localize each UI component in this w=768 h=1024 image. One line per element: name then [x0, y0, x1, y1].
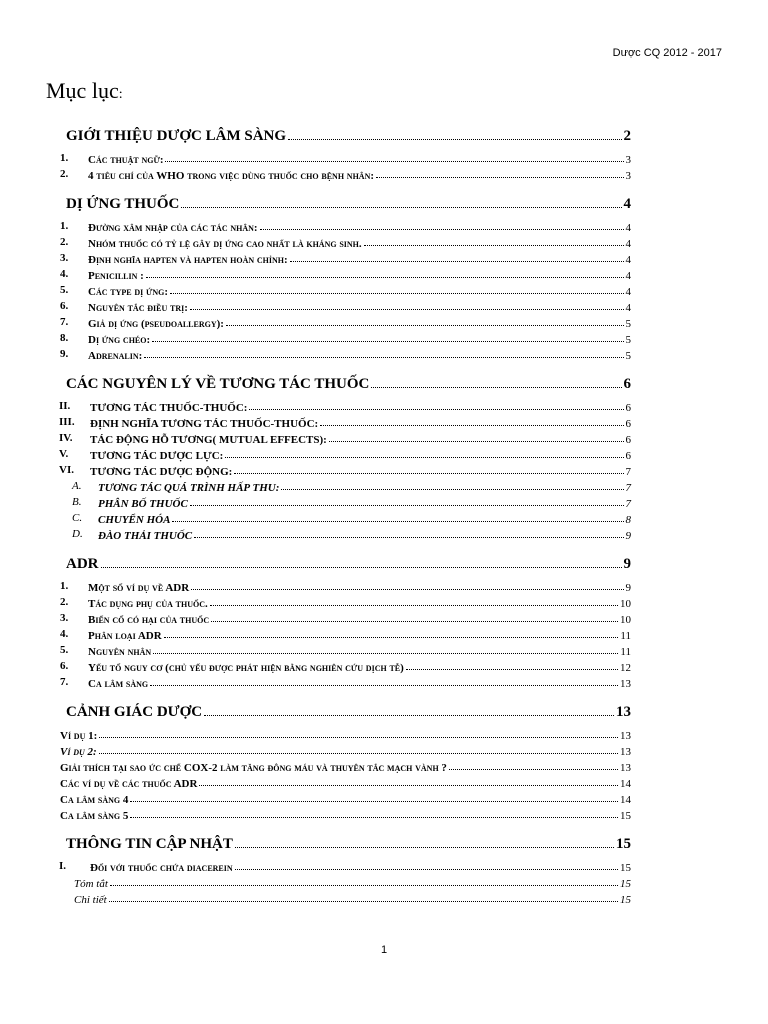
toc-entry[interactable] — [0, 642, 768, 658]
toc-page-number: 4 — [625, 270, 631, 282]
toc-entry-number: C. — [72, 512, 83, 524]
dot-leader — [99, 737, 618, 738]
toc-entry-label: Một số ví dụ về ADR — [88, 582, 190, 594]
toc-entry[interactable] — [0, 414, 768, 430]
toc-entry-label: Ví dụ 1: — [60, 730, 98, 742]
toc-entry[interactable] — [0, 890, 768, 906]
toc-entry-number: 4. — [60, 628, 69, 640]
toc-entry-number: IV. — [59, 432, 73, 444]
toc-entry-label: TƯƠNG TÁC DƯỢC LỰC: — [90, 450, 224, 462]
toc-entry-number: D. — [72, 528, 83, 540]
toc-entry-label: Tác dụng phụ của thuốc. — [88, 598, 208, 610]
toc-entry-label: Nguyên tắc điều trị: — [88, 302, 188, 314]
dot-leader — [204, 715, 614, 716]
toc-entry[interactable] — [0, 234, 768, 250]
toc-entry-label: CHUYỂN HÓA — [98, 514, 171, 526]
toc-entry-label: Ví dụ 2: — [60, 746, 97, 758]
toc-entry-number: B. — [72, 496, 82, 508]
toc-page-number: 13 — [616, 704, 631, 720]
dot-leader — [320, 425, 623, 426]
dot-leader — [290, 261, 624, 262]
toc-entry[interactable] — [0, 462, 768, 478]
dot-leader — [170, 293, 623, 294]
toc-entry[interactable] — [0, 758, 768, 774]
toc-entry-label: TÁC ĐỘNG HỖ TƯƠNG( MUTUAL EFFECTS): — [90, 434, 327, 446]
dot-leader — [130, 801, 618, 802]
toc-entry[interactable] — [0, 806, 768, 822]
toc-section-entry[interactable] — [0, 188, 768, 212]
toc-entry[interactable] — [0, 446, 768, 462]
toc-entry-number: A. — [72, 480, 82, 492]
toc-entry-number: 7. — [60, 676, 69, 688]
toc-entry-number: III. — [59, 416, 75, 428]
toc-page-number: 7 — [625, 466, 631, 478]
toc-entry-label: 4 tiêu chí của WHO trong việc dùng thuốc cho bệnh nhân: — [88, 170, 375, 182]
toc-entry-label: Chi tiết — [74, 894, 107, 906]
dot-leader — [199, 785, 618, 786]
toc-entry-number: 5. — [60, 284, 69, 296]
dot-leader — [235, 869, 618, 870]
toc-page-number: 6 — [625, 450, 631, 462]
toc-page-number: 4 — [625, 238, 631, 250]
toc-entry-number: 5. — [60, 644, 69, 656]
toc-page-number: 5 — [625, 318, 631, 330]
toc-entry-number: I. — [59, 860, 67, 872]
toc-entry-label: Ca lâm sàng 5 — [60, 810, 129, 822]
toc-entry-label: Phân loại ADR — [88, 630, 162, 642]
toc-entry[interactable] — [0, 218, 768, 234]
toc-entry[interactable] — [0, 398, 768, 414]
dot-leader — [165, 161, 623, 162]
toc-entry-number: 9. — [60, 348, 69, 360]
toc-entry-label: ĐÀO THẢI THUỐC — [98, 530, 193, 542]
toc-page-number: 15 — [620, 810, 631, 822]
dot-leader — [191, 589, 623, 590]
toc-entry[interactable] — [0, 742, 768, 758]
toc-page-number: 5 — [625, 334, 631, 346]
dot-leader — [364, 245, 624, 246]
toc-page-number: 4 — [625, 302, 631, 314]
dot-leader — [109, 901, 618, 902]
toc-entry[interactable] — [0, 774, 768, 790]
toc-entry[interactable] — [0, 626, 768, 642]
toc-entry-label: TƯƠNG TÁC THUỐC-THUỐC: — [90, 402, 248, 414]
toc-page-number: 7 — [625, 482, 631, 494]
dot-leader — [146, 277, 624, 278]
toc-page-number: 13 — [620, 762, 631, 774]
toc-entry[interactable] — [0, 790, 768, 806]
toc-entry[interactable] — [0, 314, 768, 330]
toc-entry-label: Penicillin : — [88, 270, 144, 282]
toc-page-number: 15 — [616, 836, 631, 852]
toc-entry[interactable] — [0, 674, 768, 690]
toc-page-number: 12 — [620, 662, 631, 674]
toc-entry-number: 4. — [60, 268, 69, 280]
toc-title — [46, 80, 123, 102]
toc-entry[interactable] — [0, 346, 768, 362]
toc-page-number: 13 — [620, 730, 631, 742]
dot-leader — [99, 753, 618, 754]
toc-section-title: DỊ ỨNG THUỐC — [66, 196, 180, 212]
dot-leader — [190, 309, 624, 310]
toc-entry-number: 1. — [60, 220, 69, 232]
toc-entry-label: ĐỊNH NGHĨA TƯƠNG TÁC THUỐC-THUỐC: — [90, 418, 319, 430]
toc-page-number: 2 — [623, 128, 631, 144]
dot-leader — [234, 473, 623, 474]
toc-page-number: 6 — [625, 402, 631, 414]
toc-page-number: 3 — [625, 170, 631, 182]
toc-entry-number: 8. — [60, 332, 69, 344]
toc-entry[interactable] — [0, 478, 768, 494]
toc-entry-label: Dị ứng chéo: — [88, 334, 151, 346]
dot-leader — [288, 139, 621, 140]
toc-page-number: 4 — [625, 286, 631, 298]
dot-leader — [194, 537, 623, 538]
toc-page-number: 9 — [623, 556, 631, 572]
dot-leader — [329, 441, 624, 442]
toc-page-number: 10 — [620, 598, 631, 610]
toc-entry-label: Giải thích tại sao ức chế COX-2 làm tăng đông máu và thuyên tắc mạch vành ? — [60, 762, 447, 774]
toc-entry[interactable] — [0, 526, 768, 542]
dot-leader — [153, 653, 618, 654]
toc-section-entry[interactable] — [0, 120, 768, 144]
toc-entry-label: Các ví dụ về các thuốc ADR — [60, 778, 198, 790]
toc-entry[interactable] — [0, 510, 768, 526]
toc-page-number: 14 — [620, 794, 631, 806]
toc-entry[interactable] — [0, 298, 768, 314]
toc-entry-number: 3. — [60, 612, 69, 624]
toc-page-number: 4 — [625, 254, 631, 266]
dot-leader — [164, 637, 619, 638]
toc-page-number: 15 — [620, 894, 631, 906]
toc-entry-number: VI. — [59, 464, 74, 476]
toc-entry-label: TƯƠNG TÁC QUÁ TRÌNH HẤP THU: — [98, 482, 280, 494]
toc-section-entry[interactable] — [0, 828, 768, 852]
toc-entry-label: Adrenalin: — [88, 350, 143, 362]
dot-leader — [249, 409, 623, 410]
toc-entry-label: Nguyên nhân — [88, 646, 152, 658]
toc-entry-label: Đường xâm nhập của các tác nhân: — [88, 222, 258, 234]
toc-entry[interactable] — [0, 874, 768, 890]
toc-entry[interactable] — [0, 250, 768, 266]
toc-page-number: 9 — [625, 530, 631, 542]
toc-page-number: 13 — [620, 746, 631, 758]
toc-page-number: 15 — [620, 862, 631, 874]
dot-leader — [406, 669, 618, 670]
toc-entry[interactable] — [0, 578, 768, 594]
dot-leader — [181, 207, 621, 208]
toc-entry-label: PHÂN BỐ THUỐC — [98, 498, 188, 510]
toc-section-title: CẢNH GIÁC DƯỢC — [66, 704, 203, 720]
toc-page-number: 4 — [623, 196, 631, 212]
toc-entry[interactable] — [0, 282, 768, 298]
dot-leader — [130, 817, 618, 818]
dot-leader — [376, 177, 623, 178]
toc-entry-label: Yếu tố nguy cơ (chủ yếu được phát hiện bằng nghiên cứu dịch tễ) — [88, 662, 404, 674]
toc-section-entry[interactable] — [0, 696, 768, 720]
toc-entry-label: Ca lâm sàng 4 — [60, 794, 129, 806]
toc-entry[interactable] — [0, 166, 768, 182]
dot-leader — [101, 567, 622, 568]
dot-leader — [235, 847, 614, 848]
dot-leader — [144, 357, 623, 358]
toc-section-title: ADR — [66, 556, 99, 572]
toc-entry-number: V. — [59, 448, 69, 460]
toc-entry-number: 6. — [60, 300, 69, 312]
dot-leader — [371, 387, 621, 388]
toc-section-title: CÁC NGUYÊN LÝ VỀ TƯƠNG TÁC THUỐC — [66, 376, 370, 392]
toc-section-title: THÔNG TIN CẬP NHẬT — [66, 836, 233, 852]
toc-page-number: 3 — [625, 154, 631, 166]
toc-entry-label: Giả dị ứng (pseudoallergy): — [88, 318, 224, 330]
dot-leader — [152, 341, 623, 342]
toc-entry-label: TƯƠNG TÁC DƯỢC ĐỘNG: — [90, 466, 233, 478]
toc-entry-label: Đối với thuốc chứa diacerein — [90, 862, 233, 874]
toc-title-text: Mục lục — [46, 78, 119, 103]
toc-entry-label: Nhóm thuốc có tỷ lệ gây dị ứng cao nhất là kháng sinh. — [88, 238, 362, 250]
toc-entry-number: 6. — [60, 660, 69, 672]
toc-page-number: 6 — [625, 434, 631, 446]
dot-leader — [150, 685, 618, 686]
toc-entry-label: Các thuật ngữ: — [88, 154, 164, 166]
toc-entry[interactable] — [0, 726, 768, 742]
table-of-contents — [0, 114, 768, 906]
toc-page-number: 6 — [625, 418, 631, 430]
toc-entry-label: Ca lâm sàng — [88, 678, 149, 690]
toc-entry-number: 2. — [60, 168, 69, 180]
toc-page-number: 10 — [620, 614, 631, 626]
toc-page-number: 11 — [620, 630, 631, 642]
toc-entry-number: 2. — [60, 236, 69, 248]
dot-leader — [210, 605, 618, 606]
toc-entry-label: Định nghĩa hapten và hapten hoàn chỉnh: — [88, 254, 288, 266]
toc-page-number: 14 — [620, 778, 631, 790]
toc-page-number: 7 — [625, 498, 631, 510]
dot-leader — [190, 505, 624, 506]
toc-section-entry[interactable] — [0, 368, 768, 392]
toc-entry[interactable] — [0, 658, 768, 674]
dot-leader — [226, 325, 624, 326]
toc-page-number: 4 — [625, 222, 631, 234]
toc-entry-number: 7. — [60, 316, 69, 328]
page-number: 1 — [380, 944, 388, 956]
toc-entry-number: 2. — [60, 596, 69, 608]
toc-page-number: 15 — [620, 878, 631, 890]
dot-leader — [260, 229, 624, 230]
toc-page-number: 13 — [620, 678, 631, 690]
page-header: Dược CQ 2012 - 2017 — [612, 47, 722, 59]
dot-leader — [281, 489, 623, 490]
toc-page-number: 9 — [625, 582, 631, 594]
toc-entry[interactable] — [0, 430, 768, 446]
toc-section-entry[interactable] — [0, 548, 768, 572]
toc-entry-label: Biến cố có hại của thuốc — [88, 614, 210, 626]
toc-entry-label: Tóm tắt — [74, 878, 108, 890]
toc-entry[interactable] — [0, 858, 768, 874]
toc-entry-label: Các type dị ứng: — [88, 286, 169, 298]
toc-entry[interactable] — [0, 266, 768, 282]
toc-title-colon: : — [118, 87, 123, 102]
dot-leader — [211, 621, 618, 622]
toc-section-title: GIỚI THIỆU DƯỢC LÂM SÀNG — [66, 128, 287, 144]
toc-entry[interactable] — [0, 330, 768, 346]
toc-page-number: 11 — [620, 646, 631, 658]
dot-leader — [225, 457, 623, 458]
toc-entry[interactable] — [0, 594, 768, 610]
toc-entry-number: 3. — [60, 252, 69, 264]
toc-entry-number: II. — [59, 400, 71, 412]
toc-entry[interactable] — [0, 610, 768, 626]
toc-entry[interactable] — [0, 150, 768, 166]
toc-entry-number: 1. — [60, 580, 69, 592]
toc-entry-number: 1. — [60, 152, 69, 164]
dot-leader — [110, 885, 618, 886]
toc-page-number: 8 — [625, 514, 631, 526]
toc-page-number: 6 — [623, 376, 631, 392]
dot-leader — [449, 769, 618, 770]
toc-page-number: 5 — [625, 350, 631, 362]
dot-leader — [172, 521, 623, 522]
toc-entry[interactable] — [0, 494, 768, 510]
